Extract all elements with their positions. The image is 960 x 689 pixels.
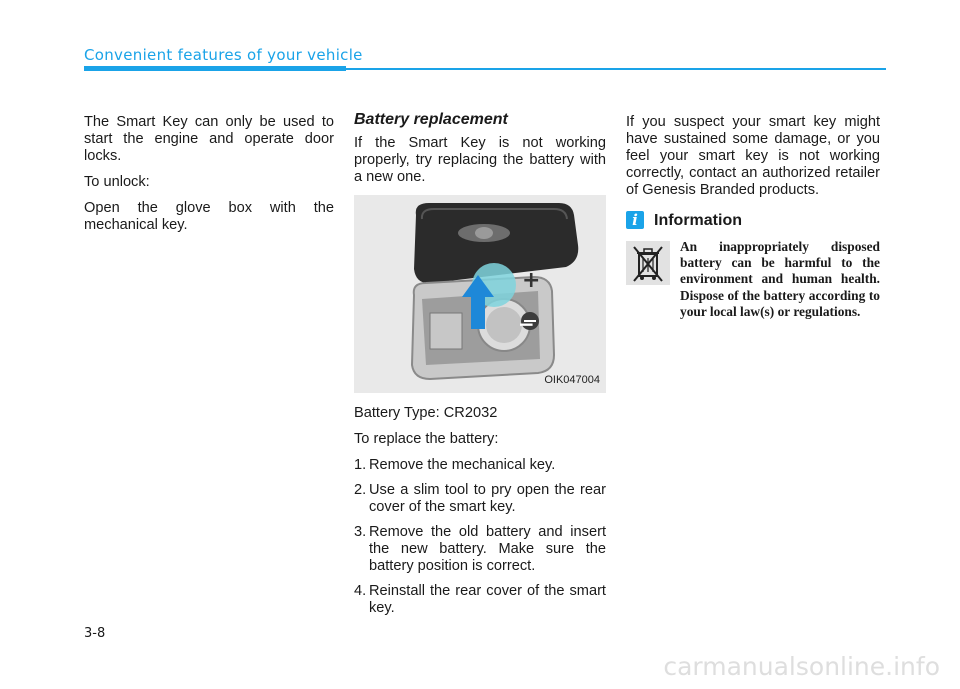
information-body: [626, 239, 880, 320]
figure-code: OIK047004: [544, 374, 600, 386]
smart-key-battery-illustration: [354, 195, 606, 393]
column-middle: [354, 110, 606, 625]
list-item: [354, 524, 606, 575]
battery-type: Battery Type: CR2032: [354, 405, 498, 421]
step-text: Remove the old battery and insert the new battery. Make sure the battery position is correct.: [369, 524, 606, 574]
list-item: [354, 583, 606, 617]
paragraph: The Smart Key can only be used to start the engine and operate door locks.: [84, 114, 334, 164]
page-number: 3-8: [84, 626, 106, 641]
minus-sign: −: [518, 312, 535, 336]
paragraph: Open the glove box with the mechanical key.: [84, 200, 334, 233]
step-text: Reinstall the rear cover of the smart key.: [369, 583, 606, 616]
step-number: 4.: [354, 583, 367, 599]
information-text: An inappropriately disposed battery can be harmful to the environment and human health. Dispose of the battery according to your local law(s) or regulations.: [680, 239, 880, 319]
step-number: 1.: [354, 457, 367, 473]
steps-intro: To replace the battery:: [354, 431, 499, 447]
paragraph: If the Smart Key is not working properly, try replacing the battery with a new one.: [354, 135, 606, 185]
column-right: [626, 114, 880, 320]
list-item: [354, 457, 606, 474]
step-text: Use a slim tool to pry open the rear cover of the smart key.: [369, 482, 606, 515]
section-title: Convenient features of your vehicle: [84, 46, 363, 64]
paragraph: If you suspect your smart key might have sustained some damage, or you feel your smart key is not working correctly, contact an authorized retailer of Genesis Branded products.: [626, 114, 880, 198]
header-rule: [346, 68, 886, 70]
plus-sign: +: [522, 268, 541, 293]
battery-figure: [354, 195, 606, 393]
info-icon: i: [626, 211, 644, 229]
step-number: 3.: [354, 524, 367, 540]
step-number: 2.: [354, 482, 367, 498]
watermark: carmanualsonline.info: [663, 652, 940, 681]
battery-replacement-heading: Battery replacement: [354, 111, 508, 128]
column-left: [84, 114, 334, 243]
crossed-out-bin-icon: [626, 241, 670, 285]
paragraph: To unlock:: [84, 174, 150, 190]
list-item: [354, 482, 606, 516]
step-text: Remove the mechanical key.: [369, 457, 556, 473]
information-title: Information: [654, 211, 742, 229]
information-header: [626, 211, 880, 229]
replacement-steps: [354, 457, 606, 617]
header-accent-bar: [84, 66, 346, 71]
